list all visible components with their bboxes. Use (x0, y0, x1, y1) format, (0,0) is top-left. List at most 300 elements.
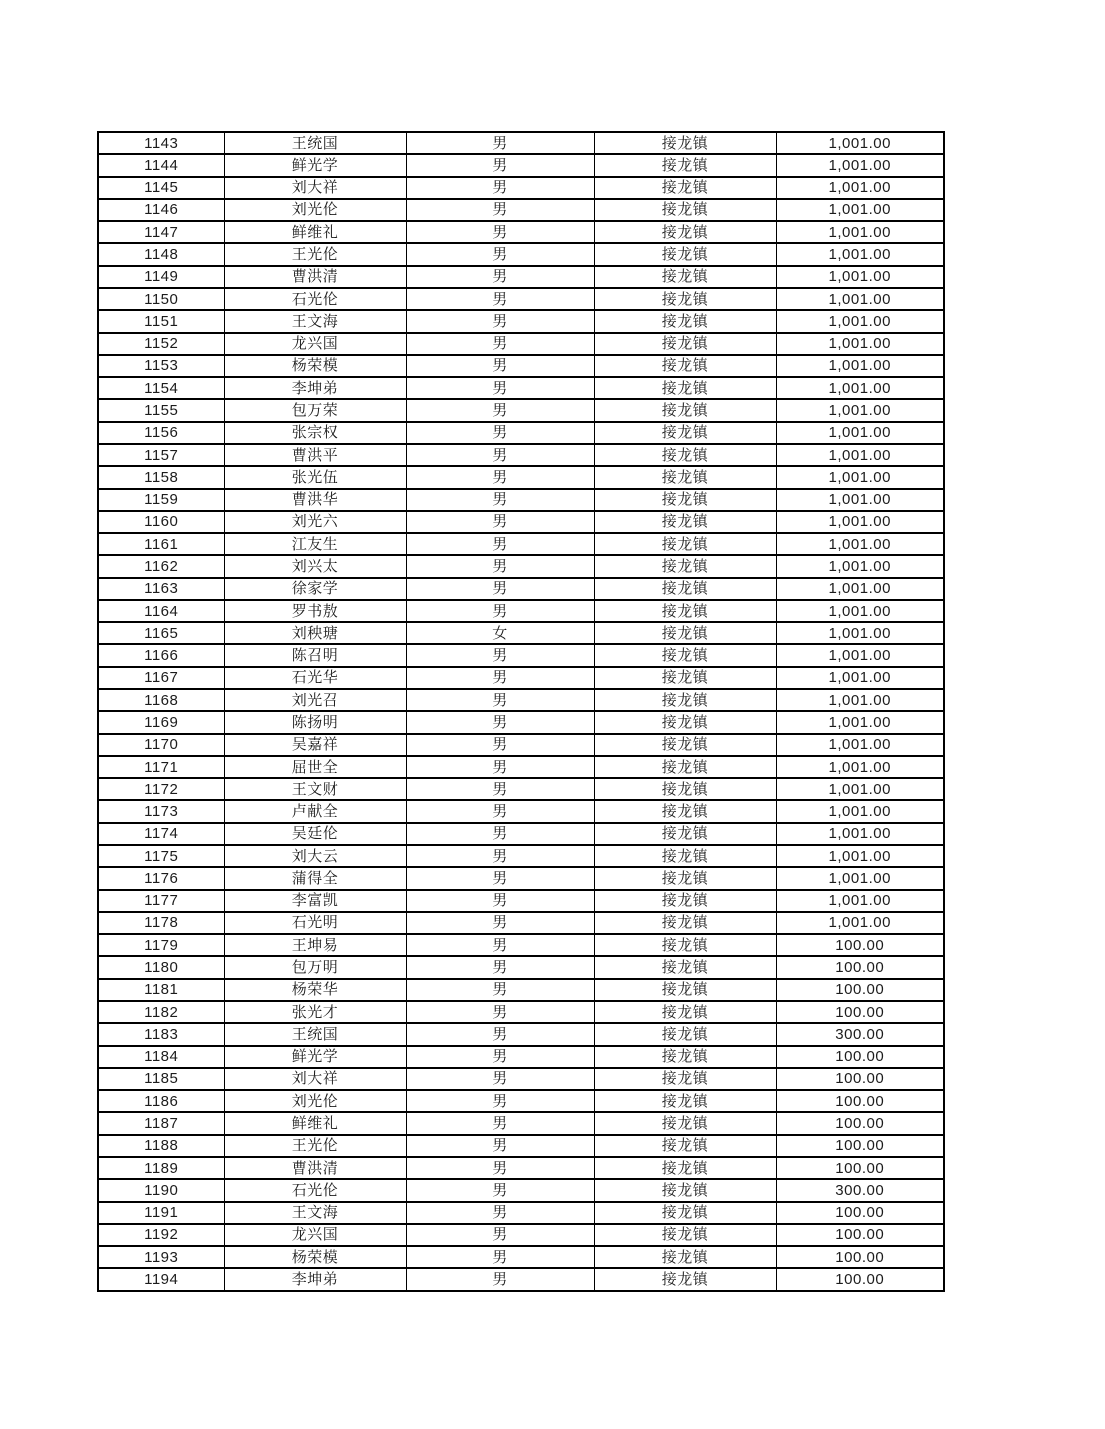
serial-cell: 1146 (98, 199, 224, 221)
town-cell: 接龙镇 (594, 1001, 776, 1023)
serial-cell: 1180 (98, 956, 224, 978)
table-row (98, 622, 944, 644)
serial-cell: 1156 (98, 422, 224, 444)
gender-cell: 男 (406, 310, 594, 332)
table-row (98, 132, 944, 154)
serial-cell: 1171 (98, 756, 224, 778)
amount-cell: 1,001.00 (776, 711, 944, 733)
serial-cell: 1169 (98, 711, 224, 733)
amount-cell: 1,001.00 (776, 444, 944, 466)
gender-cell: 男 (406, 578, 594, 600)
serial-cell: 1148 (98, 243, 224, 265)
name-cell: 王统国 (224, 1023, 406, 1045)
serial-cell: 1165 (98, 622, 224, 644)
table-body (98, 132, 944, 1291)
town-cell: 接龙镇 (594, 1023, 776, 1045)
amount-cell: 100.00 (776, 1268, 944, 1291)
town-cell: 接龙镇 (594, 867, 776, 889)
table-row (98, 422, 944, 444)
name-cell: 刘大云 (224, 845, 406, 867)
gender-cell: 男 (406, 555, 594, 577)
table-row (98, 1090, 944, 1112)
name-cell: 鲜维礼 (224, 1112, 406, 1134)
table-row (98, 1224, 944, 1246)
amount-cell: 300.00 (776, 1023, 944, 1045)
town-cell: 接龙镇 (594, 734, 776, 756)
gender-cell: 男 (406, 756, 594, 778)
name-cell: 王文财 (224, 778, 406, 800)
amount-cell: 100.00 (776, 1046, 944, 1068)
name-cell: 陈召明 (224, 644, 406, 666)
table-row (98, 1023, 944, 1045)
amount-cell: 100.00 (776, 1157, 944, 1179)
amount-cell: 100.00 (776, 934, 944, 956)
town-cell: 接龙镇 (594, 1112, 776, 1134)
table-row (98, 177, 944, 199)
town-cell: 接龙镇 (594, 377, 776, 399)
gender-cell: 男 (406, 243, 594, 265)
name-cell: 刘大祥 (224, 177, 406, 199)
serial-cell: 1186 (98, 1090, 224, 1112)
town-cell: 接龙镇 (594, 489, 776, 511)
amount-cell: 1,001.00 (776, 154, 944, 176)
amount-cell: 1,001.00 (776, 644, 944, 666)
table-row (98, 823, 944, 845)
serial-cell: 1178 (98, 912, 224, 934)
town-cell: 接龙镇 (594, 934, 776, 956)
table-row (98, 489, 944, 511)
name-cell: 江友生 (224, 533, 406, 555)
serial-cell: 1193 (98, 1246, 224, 1268)
table-row (98, 154, 944, 176)
table-row (98, 667, 944, 689)
serial-cell: 1188 (98, 1135, 224, 1157)
serial-cell: 1155 (98, 399, 224, 421)
amount-cell: 1,001.00 (776, 310, 944, 332)
gender-cell: 男 (406, 667, 594, 689)
table-row (98, 890, 944, 912)
table-row (98, 399, 944, 421)
table-row (98, 979, 944, 1001)
gender-cell: 男 (406, 1023, 594, 1045)
town-cell: 接龙镇 (594, 689, 776, 711)
gender-cell: 男 (406, 154, 594, 176)
table-row (98, 689, 944, 711)
serial-cell: 1187 (98, 1112, 224, 1134)
name-cell: 王文海 (224, 1202, 406, 1224)
town-cell: 接龙镇 (594, 800, 776, 822)
town-cell: 接龙镇 (594, 221, 776, 243)
amount-cell: 1,001.00 (776, 622, 944, 644)
town-cell: 接龙镇 (594, 511, 776, 533)
gender-cell: 女 (406, 622, 594, 644)
serial-cell: 1191 (98, 1202, 224, 1224)
name-cell: 刘光伦 (224, 1090, 406, 1112)
serial-cell: 1143 (98, 132, 224, 154)
gender-cell: 男 (406, 1179, 594, 1201)
name-cell: 包万荣 (224, 399, 406, 421)
name-cell: 李坤弟 (224, 377, 406, 399)
name-cell: 曹洪清 (224, 266, 406, 288)
table-row (98, 221, 944, 243)
name-cell: 王光伦 (224, 243, 406, 265)
name-cell: 刘大祥 (224, 1068, 406, 1090)
table-row (98, 778, 944, 800)
gender-cell: 男 (406, 644, 594, 666)
town-cell: 接龙镇 (594, 243, 776, 265)
table-row (98, 1246, 944, 1268)
name-cell: 徐家学 (224, 578, 406, 600)
name-cell: 李富凯 (224, 890, 406, 912)
town-cell: 接龙镇 (594, 1246, 776, 1268)
table-row (98, 288, 944, 310)
name-cell: 吴嘉祥 (224, 734, 406, 756)
gender-cell: 男 (406, 956, 594, 978)
name-cell: 刘光六 (224, 511, 406, 533)
serial-cell: 1157 (98, 444, 224, 466)
amount-cell: 1,001.00 (776, 511, 944, 533)
serial-cell: 1152 (98, 333, 224, 355)
town-cell: 接龙镇 (594, 154, 776, 176)
name-cell: 王坤易 (224, 934, 406, 956)
table-row (98, 199, 944, 221)
payment-roster-table (97, 131, 945, 1292)
table-row (98, 800, 944, 822)
name-cell: 屈世全 (224, 756, 406, 778)
serial-cell: 1189 (98, 1157, 224, 1179)
serial-cell: 1192 (98, 1224, 224, 1246)
table-row (98, 956, 944, 978)
town-cell: 接龙镇 (594, 1090, 776, 1112)
table-row (98, 578, 944, 600)
gender-cell: 男 (406, 600, 594, 622)
serial-cell: 1177 (98, 890, 224, 912)
gender-cell: 男 (406, 489, 594, 511)
name-cell: 罗书敖 (224, 600, 406, 622)
gender-cell: 男 (406, 266, 594, 288)
gender-cell: 男 (406, 979, 594, 1001)
serial-cell: 1162 (98, 555, 224, 577)
amount-cell: 100.00 (776, 1001, 944, 1023)
table-row (98, 1268, 944, 1291)
town-cell: 接龙镇 (594, 1068, 776, 1090)
gender-cell: 男 (406, 444, 594, 466)
amount-cell: 300.00 (776, 1179, 944, 1201)
gender-cell: 男 (406, 734, 594, 756)
table-row (98, 333, 944, 355)
amount-cell: 100.00 (776, 1090, 944, 1112)
amount-cell: 1,001.00 (776, 867, 944, 889)
name-cell: 鲜光学 (224, 154, 406, 176)
town-cell: 接龙镇 (594, 555, 776, 577)
gender-cell: 男 (406, 689, 594, 711)
gender-cell: 男 (406, 823, 594, 845)
name-cell: 杨荣模 (224, 1246, 406, 1268)
name-cell: 曹洪清 (224, 1157, 406, 1179)
gender-cell: 男 (406, 511, 594, 533)
name-cell: 杨荣华 (224, 979, 406, 1001)
amount-cell: 1,001.00 (776, 489, 944, 511)
serial-cell: 1170 (98, 734, 224, 756)
name-cell: 李坤弟 (224, 1268, 406, 1291)
serial-cell: 1144 (98, 154, 224, 176)
name-cell: 蒲得全 (224, 867, 406, 889)
town-cell: 接龙镇 (594, 1202, 776, 1224)
town-cell: 接龙镇 (594, 644, 776, 666)
name-cell: 鲜光学 (224, 1046, 406, 1068)
name-cell: 张宗权 (224, 422, 406, 444)
table-row (98, 1046, 944, 1068)
amount-cell: 1,001.00 (776, 667, 944, 689)
town-cell: 接龙镇 (594, 1046, 776, 1068)
table-row (98, 533, 944, 555)
table-row (98, 845, 944, 867)
serial-cell: 1166 (98, 644, 224, 666)
table-row (98, 711, 944, 733)
serial-cell: 1174 (98, 823, 224, 845)
serial-cell: 1194 (98, 1268, 224, 1291)
table-row (98, 1112, 944, 1134)
amount-cell: 100.00 (776, 1068, 944, 1090)
town-cell: 接龙镇 (594, 399, 776, 421)
gender-cell: 男 (406, 355, 594, 377)
gender-cell: 男 (406, 377, 594, 399)
amount-cell: 1,001.00 (776, 333, 944, 355)
amount-cell: 1,001.00 (776, 266, 944, 288)
town-cell: 接龙镇 (594, 578, 776, 600)
town-cell: 接龙镇 (594, 466, 776, 488)
gender-cell: 男 (406, 778, 594, 800)
name-cell: 曹洪华 (224, 489, 406, 511)
serial-cell: 1179 (98, 934, 224, 956)
amount-cell: 1,001.00 (776, 578, 944, 600)
name-cell: 鲜维礼 (224, 221, 406, 243)
town-cell: 接龙镇 (594, 711, 776, 733)
gender-cell: 男 (406, 199, 594, 221)
gender-cell: 男 (406, 867, 594, 889)
serial-cell: 1164 (98, 600, 224, 622)
name-cell: 曹洪平 (224, 444, 406, 466)
table-row (98, 511, 944, 533)
table-row (98, 243, 944, 265)
amount-cell: 1,001.00 (776, 734, 944, 756)
name-cell: 刘兴太 (224, 555, 406, 577)
amount-cell: 1,001.00 (776, 778, 944, 800)
amount-cell: 1,001.00 (776, 377, 944, 399)
serial-cell: 1163 (98, 578, 224, 600)
town-cell: 接龙镇 (594, 956, 776, 978)
amount-cell: 1,001.00 (776, 199, 944, 221)
serial-cell: 1175 (98, 845, 224, 867)
serial-cell: 1167 (98, 667, 224, 689)
serial-cell: 1160 (98, 511, 224, 533)
amount-cell: 1,001.00 (776, 355, 944, 377)
table-row (98, 600, 944, 622)
gender-cell: 男 (406, 177, 594, 199)
gender-cell: 男 (406, 934, 594, 956)
gender-cell: 男 (406, 1224, 594, 1246)
town-cell: 接龙镇 (594, 333, 776, 355)
town-cell: 接龙镇 (594, 310, 776, 332)
gender-cell: 男 (406, 288, 594, 310)
table-row (98, 1001, 944, 1023)
table-row (98, 310, 944, 332)
gender-cell: 男 (406, 845, 594, 867)
table-row (98, 1135, 944, 1157)
table-row (98, 756, 944, 778)
amount-cell: 100.00 (776, 1135, 944, 1157)
amount-cell: 1,001.00 (776, 912, 944, 934)
amount-cell: 1,001.00 (776, 689, 944, 711)
town-cell: 接龙镇 (594, 177, 776, 199)
amount-cell: 1,001.00 (776, 756, 944, 778)
town-cell: 接龙镇 (594, 778, 776, 800)
town-cell: 接龙镇 (594, 756, 776, 778)
amount-cell: 1,001.00 (776, 177, 944, 199)
amount-cell: 100.00 (776, 1202, 944, 1224)
table-row (98, 377, 944, 399)
serial-cell: 1147 (98, 221, 224, 243)
name-cell: 张光才 (224, 1001, 406, 1023)
table-row (98, 912, 944, 934)
name-cell: 包万明 (224, 956, 406, 978)
name-cell: 杨荣模 (224, 355, 406, 377)
table-row (98, 266, 944, 288)
table-row (98, 734, 944, 756)
amount-cell: 1,001.00 (776, 399, 944, 421)
amount-cell: 1,001.00 (776, 555, 944, 577)
amount-cell: 1,001.00 (776, 422, 944, 444)
town-cell: 接龙镇 (594, 890, 776, 912)
amount-cell: 1,001.00 (776, 243, 944, 265)
name-cell: 龙兴国 (224, 333, 406, 355)
town-cell: 接龙镇 (594, 199, 776, 221)
gender-cell: 男 (406, 333, 594, 355)
town-cell: 接龙镇 (594, 533, 776, 555)
gender-cell: 男 (406, 1046, 594, 1068)
gender-cell: 男 (406, 399, 594, 421)
gender-cell: 男 (406, 1268, 594, 1291)
name-cell: 石光伦 (224, 1179, 406, 1201)
town-cell: 接龙镇 (594, 912, 776, 934)
gender-cell: 男 (406, 1090, 594, 1112)
name-cell: 石光伦 (224, 288, 406, 310)
amount-cell: 100.00 (776, 1112, 944, 1134)
gender-cell: 男 (406, 890, 594, 912)
name-cell: 龙兴国 (224, 1224, 406, 1246)
name-cell: 张光伍 (224, 466, 406, 488)
town-cell: 接龙镇 (594, 1268, 776, 1291)
serial-cell: 1183 (98, 1023, 224, 1045)
serial-cell: 1176 (98, 867, 224, 889)
serial-cell: 1181 (98, 979, 224, 1001)
name-cell: 石光明 (224, 912, 406, 934)
gender-cell: 男 (406, 711, 594, 733)
serial-cell: 1149 (98, 266, 224, 288)
table-row (98, 355, 944, 377)
name-cell: 刘光伦 (224, 199, 406, 221)
gender-cell: 男 (406, 1135, 594, 1157)
gender-cell: 男 (406, 533, 594, 555)
name-cell: 吴廷伦 (224, 823, 406, 845)
name-cell: 陈扬明 (224, 711, 406, 733)
serial-cell: 1153 (98, 355, 224, 377)
table-row (98, 444, 944, 466)
serial-cell: 1173 (98, 800, 224, 822)
town-cell: 接龙镇 (594, 288, 776, 310)
table-row (98, 867, 944, 889)
gender-cell: 男 (406, 1001, 594, 1023)
gender-cell: 男 (406, 422, 594, 444)
amount-cell: 1,001.00 (776, 800, 944, 822)
table-row (98, 934, 944, 956)
table-row (98, 1179, 944, 1201)
table-row (98, 644, 944, 666)
amount-cell: 1,001.00 (776, 600, 944, 622)
name-cell: 石光华 (224, 667, 406, 689)
amount-cell: 1,001.00 (776, 845, 944, 867)
town-cell: 接龙镇 (594, 979, 776, 1001)
table-row (98, 555, 944, 577)
name-cell: 王光伦 (224, 1135, 406, 1157)
amount-cell: 1,001.00 (776, 890, 944, 912)
serial-cell: 1159 (98, 489, 224, 511)
town-cell: 接龙镇 (594, 132, 776, 154)
serial-cell: 1150 (98, 288, 224, 310)
town-cell: 接龙镇 (594, 422, 776, 444)
name-cell: 刘光召 (224, 689, 406, 711)
town-cell: 接龙镇 (594, 622, 776, 644)
serial-cell: 1168 (98, 689, 224, 711)
serial-cell: 1182 (98, 1001, 224, 1023)
town-cell: 接龙镇 (594, 1135, 776, 1157)
serial-cell: 1172 (98, 778, 224, 800)
name-cell: 王统国 (224, 132, 406, 154)
town-cell: 接龙镇 (594, 355, 776, 377)
gender-cell: 男 (406, 1112, 594, 1134)
town-cell: 接龙镇 (594, 444, 776, 466)
gender-cell: 男 (406, 132, 594, 154)
gender-cell: 男 (406, 1202, 594, 1224)
table-row (98, 1068, 944, 1090)
table-row (98, 1157, 944, 1179)
town-cell: 接龙镇 (594, 1224, 776, 1246)
amount-cell: 1,001.00 (776, 221, 944, 243)
town-cell: 接龙镇 (594, 845, 776, 867)
town-cell: 接龙镇 (594, 266, 776, 288)
serial-cell: 1185 (98, 1068, 224, 1090)
amount-cell: 100.00 (776, 956, 944, 978)
amount-cell: 100.00 (776, 1224, 944, 1246)
table-row (98, 466, 944, 488)
serial-cell: 1151 (98, 310, 224, 332)
table-row (98, 1202, 944, 1224)
town-cell: 接龙镇 (594, 600, 776, 622)
serial-cell: 1190 (98, 1179, 224, 1201)
amount-cell: 1,001.00 (776, 823, 944, 845)
serial-cell: 1154 (98, 377, 224, 399)
town-cell: 接龙镇 (594, 1157, 776, 1179)
gender-cell: 男 (406, 912, 594, 934)
amount-cell: 1,001.00 (776, 288, 944, 310)
gender-cell: 男 (406, 221, 594, 243)
amount-cell: 1,001.00 (776, 466, 944, 488)
amount-cell: 1,001.00 (776, 132, 944, 154)
gender-cell: 男 (406, 466, 594, 488)
serial-cell: 1184 (98, 1046, 224, 1068)
gender-cell: 男 (406, 800, 594, 822)
serial-cell: 1145 (98, 177, 224, 199)
